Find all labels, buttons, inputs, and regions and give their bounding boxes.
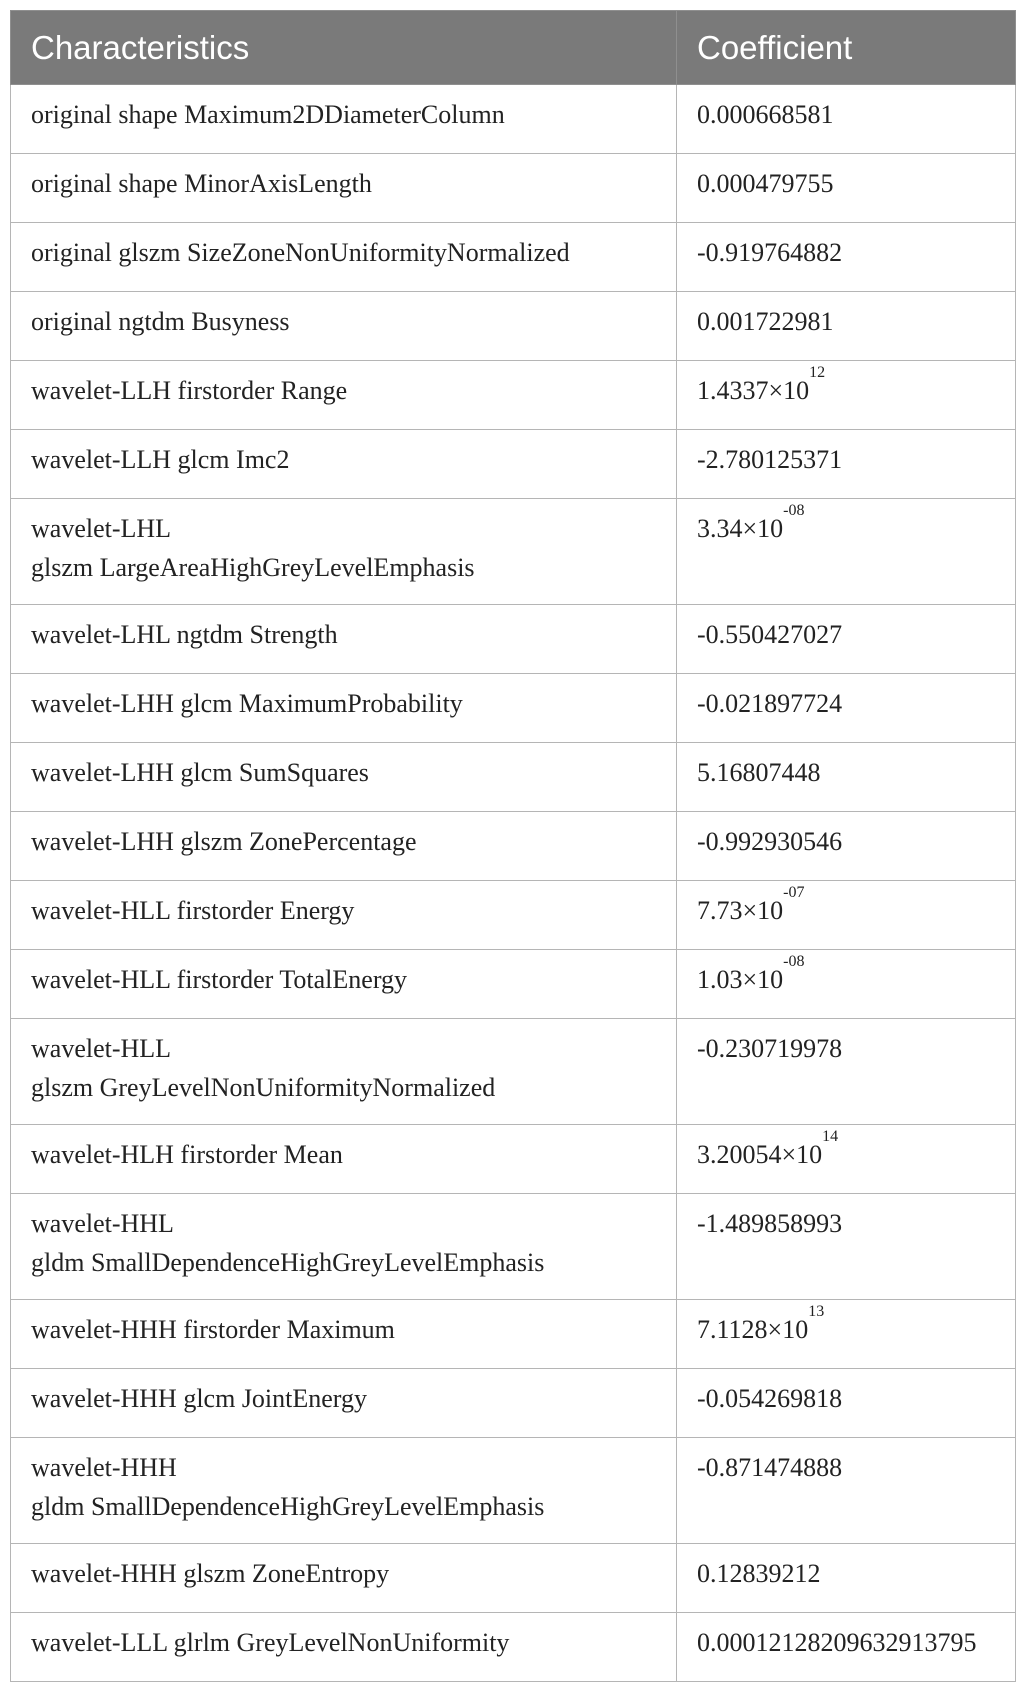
characteristic-text: glszm GreyLevelNonUniformityNormalized bbox=[31, 1073, 496, 1102]
characteristic-text: wavelet-LLH firstorder Range bbox=[31, 376, 348, 405]
table-header bbox=[11, 11, 1016, 85]
characteristic-text: original ngtdm Busyness bbox=[31, 307, 290, 336]
table-row bbox=[11, 743, 1016, 812]
table-row bbox=[11, 1300, 1016, 1369]
table-row bbox=[11, 881, 1016, 950]
characteristic-text: wavelet-LHH glcm MaximumProbability bbox=[31, 689, 463, 718]
coefficient-cell bbox=[677, 292, 1016, 361]
characteristic-text: wavelet-HHH bbox=[31, 1453, 177, 1482]
characteristic-cell bbox=[11, 292, 677, 361]
coefficient-cell bbox=[677, 950, 1016, 1019]
coefficient-value: -0.871474888 bbox=[697, 1453, 843, 1482]
coefficient-cell bbox=[677, 1194, 1016, 1300]
characteristic-text: gldm SmallDependenceHighGreyLevelEmphasis bbox=[31, 1248, 545, 1277]
characteristic-cell bbox=[11, 223, 677, 292]
characteristic-text: glszm LargeAreaHighGreyLevelEmphasis bbox=[31, 553, 475, 582]
coefficient-cell bbox=[677, 499, 1016, 605]
characteristic-cell bbox=[11, 605, 677, 674]
coefficient-value: 1.4337×10 bbox=[697, 376, 810, 405]
characteristic-text: wavelet-HHL bbox=[31, 1209, 174, 1238]
table-row bbox=[11, 1613, 1016, 1682]
characteristic-cell bbox=[11, 743, 677, 812]
characteristic-text: wavelet-LHL ngtdm Strength bbox=[31, 620, 338, 649]
characteristic-cell bbox=[11, 361, 677, 430]
characteristic-cell bbox=[11, 674, 677, 743]
coefficient-value: -0.550427027 bbox=[697, 620, 843, 649]
coefficient-value: 1.03×10 bbox=[697, 965, 784, 994]
coefficient-cell bbox=[677, 1125, 1016, 1194]
characteristic-cell bbox=[11, 1438, 677, 1544]
table-row bbox=[11, 223, 1016, 292]
coefficient-cell bbox=[677, 674, 1016, 743]
coefficient-value: 0.12839212 bbox=[697, 1559, 821, 1588]
coefficient-value: 0.000479755 bbox=[697, 169, 834, 198]
characteristic-text: original shape MinorAxisLength bbox=[31, 169, 372, 198]
characteristic-cell bbox=[11, 812, 677, 881]
coefficient-value: -0.919764882 bbox=[697, 238, 843, 267]
table-row bbox=[11, 950, 1016, 1019]
characteristic-text: wavelet-HHH firstorder Maximum bbox=[31, 1315, 395, 1344]
characteristic-cell bbox=[11, 1613, 677, 1682]
table-row bbox=[11, 1125, 1016, 1194]
coefficient-exponent: -07 bbox=[783, 884, 805, 901]
characteristic-text: wavelet-LHH glcm SumSquares bbox=[31, 758, 369, 787]
characteristic-text: wavelet-LLL glrlm GreyLevelNonUniformity bbox=[31, 1628, 510, 1657]
coefficient-cell bbox=[677, 1369, 1016, 1438]
coefficient-cell bbox=[677, 743, 1016, 812]
characteristic-text: original glszm SizeZoneNonUniformityNormalized bbox=[31, 238, 570, 267]
table-row bbox=[11, 292, 1016, 361]
table-body bbox=[11, 85, 1016, 1682]
coefficient-cell bbox=[677, 1438, 1016, 1544]
table-row bbox=[11, 154, 1016, 223]
coefficient-value: 5.16807448 bbox=[697, 758, 821, 787]
coefficient-table bbox=[10, 10, 1016, 1682]
table-row bbox=[11, 812, 1016, 881]
characteristic-text: wavelet-HLL firstorder TotalEnergy bbox=[31, 965, 408, 994]
coefficient-cell bbox=[677, 430, 1016, 499]
coefficient-cell bbox=[677, 223, 1016, 292]
characteristic-cell bbox=[11, 881, 677, 950]
characteristic-cell bbox=[11, 430, 677, 499]
coefficient-value: -2.780125371 bbox=[697, 445, 843, 474]
characteristic-text: wavelet-HLH firstorder Mean bbox=[31, 1140, 343, 1169]
coefficient-exponent: -08 bbox=[783, 502, 805, 519]
characteristic-cell bbox=[11, 1369, 677, 1438]
header-row bbox=[11, 11, 1016, 85]
table-row bbox=[11, 1369, 1016, 1438]
coefficient-cell bbox=[677, 812, 1016, 881]
coefficient-value: 7.73×10 bbox=[697, 896, 784, 925]
characteristic-cell bbox=[11, 1544, 677, 1613]
coefficient-cell bbox=[677, 881, 1016, 950]
characteristic-text: wavelet-LHL bbox=[31, 514, 172, 543]
coefficient-table-container bbox=[10, 10, 1015, 1682]
coefficient-cell bbox=[677, 1544, 1016, 1613]
coefficient-value: -0.992930546 bbox=[697, 827, 843, 856]
coefficient-value: 0.001722981 bbox=[697, 307, 834, 336]
table-row bbox=[11, 1019, 1016, 1125]
characteristic-text: wavelet-LLH glcm Imc2 bbox=[31, 445, 290, 474]
table-row bbox=[11, 85, 1016, 154]
coefficient-exponent: -08 bbox=[783, 953, 805, 970]
table-row bbox=[11, 430, 1016, 499]
table-row bbox=[11, 1438, 1016, 1544]
table-row bbox=[11, 1194, 1016, 1300]
coefficient-value: 0.000668581 bbox=[697, 100, 834, 129]
table-row bbox=[11, 674, 1016, 743]
characteristic-cell bbox=[11, 499, 677, 605]
characteristic-text: wavelet-LHH glszm ZonePercentage bbox=[31, 827, 417, 856]
coefficient-exponent: 13 bbox=[808, 1303, 825, 1320]
coefficient-value: -0.021897724 bbox=[697, 689, 843, 718]
characteristic-text: gldm SmallDependenceHighGreyLevelEmphasis bbox=[31, 1492, 545, 1521]
characteristic-cell bbox=[11, 1300, 677, 1369]
coefficient-cell bbox=[677, 361, 1016, 430]
coefficient-value: 3.34×10 bbox=[697, 514, 784, 543]
coefficient-cell bbox=[677, 85, 1016, 154]
coefficient-value: -0.054269818 bbox=[697, 1384, 843, 1413]
characteristic-cell bbox=[11, 1125, 677, 1194]
characteristic-text: wavelet-HHH glcm JointEnergy bbox=[31, 1384, 367, 1413]
characteristic-cell bbox=[11, 154, 677, 223]
coefficient-value: -1.489858993 bbox=[697, 1209, 843, 1238]
table-row bbox=[11, 361, 1016, 430]
characteristic-text: original shape Maximum2DDiameterColumn bbox=[31, 100, 505, 129]
characteristic-text: wavelet-HHH glszm ZoneEntropy bbox=[31, 1559, 390, 1588]
table-row bbox=[11, 605, 1016, 674]
coefficient-cell bbox=[677, 1019, 1016, 1125]
coefficient-cell bbox=[677, 154, 1016, 223]
coefficient-exponent: 12 bbox=[809, 364, 826, 381]
coefficient-cell bbox=[677, 1613, 1016, 1682]
characteristic-cell bbox=[11, 85, 677, 154]
coefficient-exponent: 14 bbox=[822, 1128, 839, 1145]
characteristic-cell bbox=[11, 950, 677, 1019]
column-header-characteristics: Characteristics bbox=[11, 11, 677, 85]
coefficient-value: 3.20054×10 bbox=[697, 1140, 823, 1169]
coefficient-value: 7.1128×10 bbox=[697, 1315, 809, 1344]
coefficient-cell bbox=[677, 605, 1016, 674]
table-row bbox=[11, 499, 1016, 605]
coefficient-value: -0.230719978 bbox=[697, 1034, 843, 1063]
column-header-coefficient: Coefficient bbox=[677, 11, 1016, 85]
characteristic-text: wavelet-HLL firstorder Energy bbox=[31, 896, 355, 925]
table-row bbox=[11, 1544, 1016, 1613]
coefficient-value: 0.00012128209632913795 bbox=[697, 1628, 977, 1657]
characteristic-cell bbox=[11, 1019, 677, 1125]
characteristic-text: wavelet-HLL bbox=[31, 1034, 172, 1063]
coefficient-cell bbox=[677, 1300, 1016, 1369]
characteristic-cell bbox=[11, 1194, 677, 1300]
